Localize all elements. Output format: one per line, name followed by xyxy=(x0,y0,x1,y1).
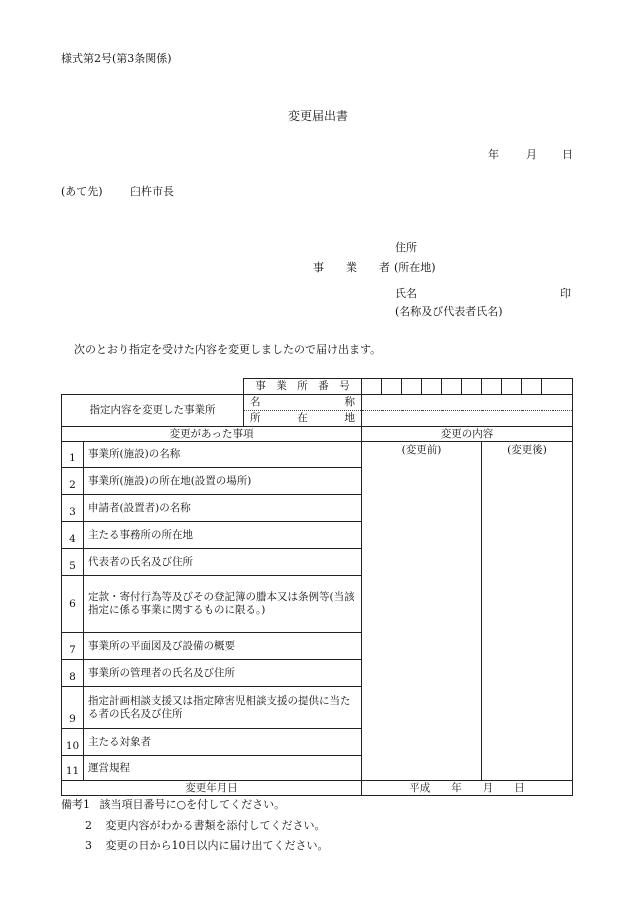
office-number-box[interactable] xyxy=(362,379,382,395)
item-text: 指定計画相談支援又は指定障害児相談支援の提供に当たる者の氏名及び住所 xyxy=(84,687,362,729)
item-text: 事業所の平面図及び設備の概要 xyxy=(84,633,362,660)
addressee-name: 臼杵市長 xyxy=(130,185,174,198)
office-number-label: 事 業 所 番 号 xyxy=(244,379,362,395)
item-text: 運営規程 xyxy=(84,756,362,781)
item-number[interactable]: 11 xyxy=(62,756,84,781)
note-2 xyxy=(85,820,326,831)
change-form-table xyxy=(61,378,573,796)
item-number[interactable]: 8 xyxy=(62,660,84,687)
item-number[interactable]: 1 xyxy=(62,442,84,468)
office-number-box[interactable] xyxy=(382,379,402,395)
office-number-box[interactable] xyxy=(462,379,482,395)
item-text: 事業所(施設)の名称 xyxy=(84,442,362,468)
item-number[interactable]: 6 xyxy=(62,576,84,633)
note-prefix: 3 xyxy=(85,839,92,852)
addressee-label: (あて先) xyxy=(61,185,103,198)
date-day-label: 日 xyxy=(562,148,573,161)
item-text: 申請者(設置者)の名称 xyxy=(84,495,362,522)
office-number-box[interactable] xyxy=(542,379,573,395)
item-text: 事業所(施設)の所在地(設置の場所) xyxy=(84,468,362,495)
item-text: 代表者の氏名及び住所 xyxy=(84,549,362,576)
item-number[interactable]: 9 xyxy=(62,687,84,729)
office-location-label: 所 在 地 xyxy=(244,411,362,427)
item-number[interactable]: 4 xyxy=(62,522,84,549)
item-text: 主たる対象者 xyxy=(84,729,362,756)
office-location-field[interactable] xyxy=(362,411,573,427)
location-label: (所在地) xyxy=(394,261,436,274)
note-1 xyxy=(61,799,285,810)
name-note: (名称及び代表者氏名) xyxy=(395,305,503,318)
name-label: 氏名 xyxy=(395,287,417,300)
document-title: 変更届出書 xyxy=(288,109,349,123)
note-text: 変更の日から10日以内に届け出てください。 xyxy=(105,839,329,852)
after-label: (変更後) xyxy=(507,444,547,456)
before-change-field[interactable] xyxy=(362,442,482,781)
office-number-box[interactable] xyxy=(442,379,462,395)
before-label: (変更前) xyxy=(401,444,442,456)
office-label: 指定内容を変更した事業所 xyxy=(62,395,244,427)
intro-text: 次のとおり指定を受けた内容を変更しましたので届け出ます。 xyxy=(74,343,382,356)
item-number[interactable]: 5 xyxy=(62,549,84,576)
item-number[interactable]: 7 xyxy=(62,633,84,660)
business-operator-label: 事 業 者 xyxy=(313,261,390,274)
changed-items-header: 変更があった事項 xyxy=(62,427,362,442)
item-text: 事業所の管理者の氏名及び住所 xyxy=(84,660,362,687)
date-year-label: 年 xyxy=(488,148,499,161)
office-name-field[interactable] xyxy=(362,395,573,411)
change-date-label: 変更年月日 xyxy=(62,781,362,796)
after-change-field[interactable] xyxy=(482,442,573,781)
office-number-box[interactable] xyxy=(482,379,502,395)
office-number-box[interactable] xyxy=(402,379,422,395)
note-3 xyxy=(85,840,329,851)
date-month-label: 月 xyxy=(526,148,537,161)
office-name-label: 名 称 xyxy=(244,395,362,411)
note-prefix: 備考1 xyxy=(61,798,90,811)
form-number: 様式第2号(第3条関係) xyxy=(61,52,172,65)
note-prefix: 2 xyxy=(85,819,92,832)
office-number-box[interactable] xyxy=(422,379,442,395)
office-number-box[interactable] xyxy=(502,379,522,395)
change-content-header: 変更の内容 xyxy=(362,427,573,442)
item-text: 定款・寄付行為等及びその登記簿の謄本又は条例等(当該指定に係る事業に関するものに限る。) xyxy=(84,576,362,633)
note-text: 変更内容がわかる書類を添付してください。 xyxy=(105,819,326,832)
item-number[interactable]: 2 xyxy=(62,468,84,495)
change-date-field[interactable]: 平成 年 月 日 xyxy=(362,781,573,796)
item-text: 主たる事務所の所在地 xyxy=(84,522,362,549)
address-label: 住所 xyxy=(395,241,417,254)
note-text: 該当項目番号に○を付してください。 xyxy=(99,798,286,811)
item-number[interactable]: 10 xyxy=(62,729,84,756)
seal-label: 印 xyxy=(560,287,571,300)
office-number-box[interactable] xyxy=(522,379,542,395)
item-number[interactable]: 3 xyxy=(62,495,84,522)
